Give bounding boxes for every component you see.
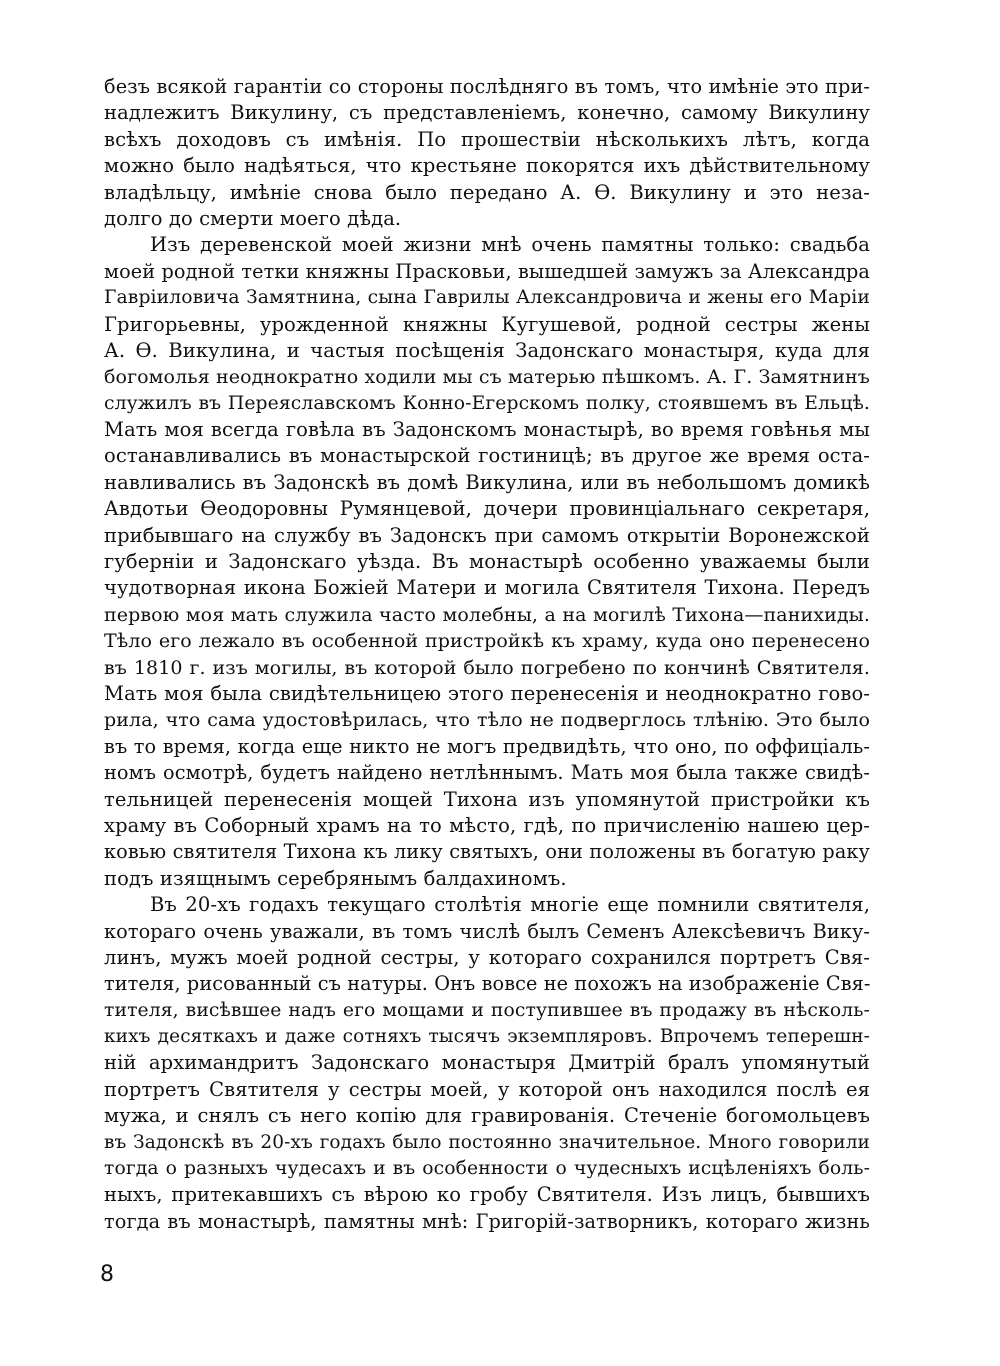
text-line: всѣхъ доходовъ съ имѣнія. По прошествіи нѣсколькихъ лѣтъ, когда [104, 127, 870, 151]
text-line: губерніи и Задонскаго уѣзда. Въ монастырѣ особенно уважаемы были [104, 550, 870, 574]
text-line: тогда въ монастырѣ, памятны мнѣ: Григорій-затворникъ, котораго жизнь [104, 1209, 870, 1233]
text-line: богомолья неоднократно ходили мы съ матерью пѣшкомъ. А. Г. Замятнинъ [104, 366, 870, 389]
text-line: рила, что сама удостовѣрилась, что тѣло не подверглось тлѣнію. Это было [104, 709, 870, 732]
text-line: надлежитъ Викулину, съ представленіемъ, конечно, самому Викулину [104, 101, 870, 125]
text-line: Мать моя всегда говѣла въ Задонскомъ монастырѣ, во время говѣнья мы [104, 418, 870, 442]
text-line: Гавріиловича Замятнина, сына Гаврилы Александровича и жены его Маріи [104, 287, 870, 309]
text-line: тителя, висѣвшее надъ его мощами и поступившее въ продажу въ нѣсколь- [104, 999, 870, 1021]
text-line: тельницей перенесенія мощей Тихона изъ упомянутой пристройки къ [104, 787, 870, 811]
text-line: Въ 20-хъ годахъ текущаго столѣтія многіе еще помнили святителя, [150, 893, 870, 917]
text-line: ковью святителя Тихона къ лику святыхъ, они положены въ богатую раку [104, 840, 870, 864]
text-line: прибывшаго на службу въ Задонскъ при самомъ открытіи Воронежской [104, 523, 870, 547]
text-line: навливались въ Задонскѣ въ домѣ Викулина, или въ небольшомъ домикѣ [104, 470, 870, 494]
text-line: тогда о разныхъ чудесахъ и въ особенности о чудесныхъ исцѣленіяхъ боль- [104, 1158, 870, 1180]
text-line: номъ осмотрѣ, будетъ найдено нетлѣннымъ. Мать моя была также свидѣ- [104, 761, 870, 785]
page-number: 8 [100, 1262, 114, 1287]
text-line: въ то время, когда еще никто не могъ предвидѣть, что оно, по оффиціаль- [104, 734, 870, 758]
body-text [104, 74, 870, 1235]
text-line: А. Ѳ. Викулина, и частыя посѣщенія Задонскаго монастыря, куда для [104, 338, 870, 362]
text-line: котораго очень уважали, въ томъ числѣ былъ Семенъ Алексѣевичъ Вику- [104, 919, 870, 943]
text-line: линъ, мужъ моей родной сестры, у котораго сохранился портретъ Свя- [104, 945, 870, 969]
text-line: чудотворная икона Божіей Матери и могила Святителя Тихона. Передъ [104, 576, 870, 600]
text-line: долго до смерти моего дѣда. [104, 206, 402, 230]
paragraph [104, 892, 870, 1235]
text-line: безъ всякой гарантіи со стороны послѣдняго въ томъ, что имѣніе это при- [104, 75, 870, 98]
text-line: можно было надѣяться, что крестьяне покорятся ихъ дѣйствительному [104, 154, 870, 178]
text-line: владѣльцу, имѣніе снова было передано А. Ѳ. Викулину и это неза- [104, 180, 870, 204]
text-line: моей родной тетки княжны Прасковьи, вышедшей замужъ за Александра [104, 259, 870, 283]
text-line: Изъ деревенской моей жизни мнѣ очень памятны только: свадьба [150, 233, 870, 257]
text-line: подъ изящнымъ серебрянымъ балдахиномъ. [104, 866, 567, 890]
text-line: портретъ Святителя у сестры моей, у которой онъ находился послѣ ея [104, 1077, 870, 1101]
text-line: первою моя мать служила часто молебны, а на могилѣ Тихона—панихиды. [104, 603, 870, 626]
text-line: въ 1810 г. изъ могилы, въ которой было погребено по кончинѣ Святителя. [104, 656, 870, 679]
paragraph [104, 74, 870, 232]
text-line: останавливались въ монастырской гостиницѣ; въ другое же время оста- [104, 444, 870, 468]
text-line: храму въ Соборный храмъ на то мѣсто, гдѣ, по причисленію нашею цер- [104, 813, 870, 837]
text-line: тителя, рисованный съ натуры. Онъ вовсе не похожъ на изображеніе Свя- [104, 972, 871, 996]
text-line: ныхъ, притекавшихъ съ вѣрою ко гробу Святителя. Изъ лицъ, бывшихъ [104, 1183, 870, 1207]
text-line: въ Задонскѣ въ 20-хъ годахъ было постоянно значительное. Много говорили [104, 1131, 870, 1153]
text-line: Тѣло его лежало въ особенной пристройкѣ къ храму, куда оно перенесено [104, 630, 870, 653]
text-line: мужа, и снялъ съ него копію для гравированія. Стеченіе богомольцевъ [104, 1104, 870, 1128]
text-line: Григорьевны, урожденной княжны Кугушевой, родной сестры жены [104, 312, 870, 336]
text-line: Мать моя была свидѣтельницею этого перенесенія и неоднократно гово- [104, 681, 870, 705]
text-line: Авдотьи Ѳеодоровны Румянцевой, дочери провинціальнаго секретаря, [104, 497, 870, 521]
text-line: служилъ въ Переяславскомъ Конно-Егерскомъ полку, стоявшемъ въ Ельцѣ. [104, 392, 870, 414]
paragraph [104, 232, 870, 892]
text-line: ній архимандритъ Задонскаго монастыря Дмитрій бралъ упомянутый [104, 1051, 870, 1075]
text-line: кихъ десяткахъ и даже сотняхъ тысячъ экземпляровъ. Впрочемъ теперешн- [104, 1026, 870, 1048]
